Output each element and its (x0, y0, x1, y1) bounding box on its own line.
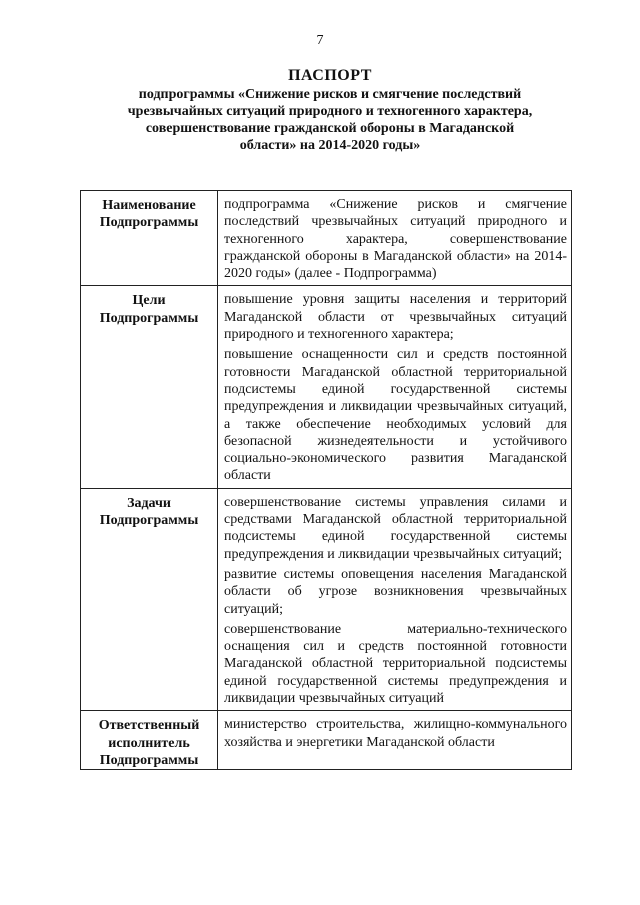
row-paragraph: подпрограмма «Снижение рисков и смягчение последствий чрезвычайных ситуаций природного и техногенного характера, совершенствование гражданской обороны в Магаданской области» на 2014-2020 годы» (далее - Подпрограмма) (224, 197, 567, 282)
row-label-line: Ответственный (98, 718, 200, 734)
row-value (218, 488, 572, 711)
document-heading (60, 66, 600, 154)
row-label-line: Подпрограммы (99, 513, 199, 529)
table-row-executor (81, 711, 572, 770)
row-label-line: Подпрограммы (99, 752, 199, 768)
row-paragraph: совершенствование системы управления силами и средствами Магаданской областной территориальной подсистемы единой государственной системы предупреждения и ликвидации чрезвычайных ситуаций; (224, 494, 567, 562)
document-subtitle-line: области» на 2014-2020 годы» (239, 138, 421, 153)
document-subtitle-line: подпрограммы «Снижение рисков и смягчение последствий (138, 87, 522, 102)
row-label-line: Наименование (102, 198, 196, 213)
page-number: 7 (316, 33, 324, 48)
row-value (218, 711, 572, 770)
row-label (81, 286, 218, 488)
table-row-name (81, 191, 572, 286)
row-paragraph: совершенствование материально-технического оснащения сил и средств постоянной готовности Магаданской областной территориальной подсистемы единой государственной системы предупреждения и ликвидации чрезвычайных ситуаций (224, 621, 567, 707)
passport-table (80, 190, 572, 770)
row-label (81, 191, 218, 286)
document-subtitle-line: чрезвычайных ситуаций природного и техногенного характера, (127, 104, 533, 119)
row-label-line: Подпрограммы (99, 310, 199, 326)
row-label-line: Задачи (127, 495, 171, 511)
row-paragraph: министерство строительства, жилищно-коммунального хозяйства и энергетики Магаданской области (224, 717, 567, 750)
row-value (218, 286, 572, 488)
document-subtitle-line: совершенствование гражданской обороны в Магаданской (145, 121, 515, 136)
row-label (81, 711, 218, 770)
row-value (218, 191, 572, 286)
row-label-line: Подпрограммы (99, 215, 199, 231)
row-label (81, 488, 218, 711)
row-label-line: Цели (132, 293, 166, 309)
document-title: ПАСПОРТ (288, 67, 372, 84)
row-label-line: исполнитель (108, 735, 190, 751)
row-paragraph: развитие системы оповещения населения Магаданской области об угрозе возникновения чрезвычайных ситуаций; (224, 566, 567, 617)
row-paragraph: повышение оснащенности сил и средств постоянной готовности Магаданской областной территориальной подсистемы единой государственной системы предупреждения и ликвидации чрезвычайных ситуаций, а также обеспечение необходимых условий для безопасной жизнедеятельности и устойчивого социально-экономического развития Магаданской области (224, 347, 567, 484)
row-paragraph: повышение уровня защиты населения и территорий Магаданской области от чрезвычайных ситуаций природного и техногенного характера; (224, 292, 567, 343)
table-row-tasks (81, 488, 572, 711)
table-row-goals (81, 286, 572, 488)
